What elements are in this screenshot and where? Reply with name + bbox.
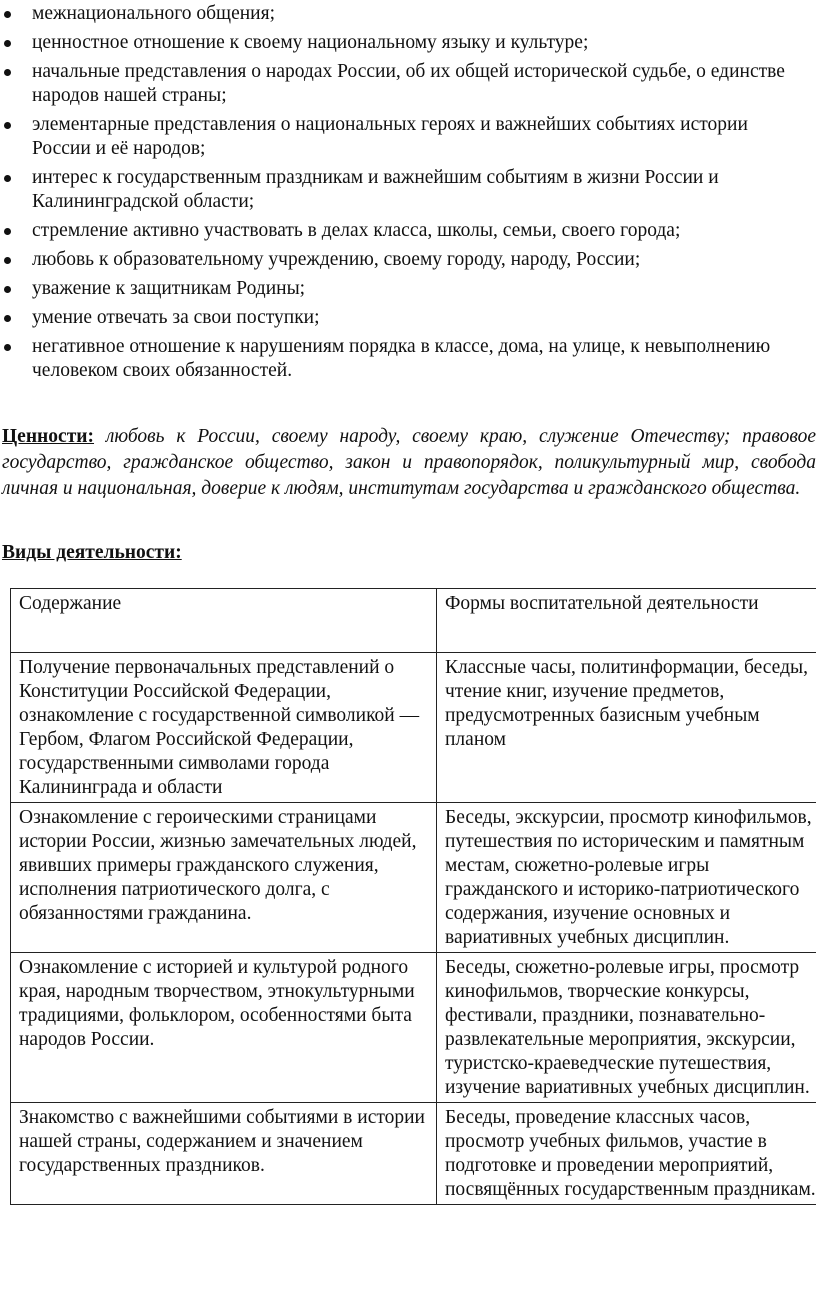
- list-item: [0, 335, 816, 383]
- list-item-text: интерес к государственным праздникам и важнейшим событиям в жизни России и Калининградской области;: [32, 167, 719, 212]
- list-item-text: начальные представления о народах России, об их общей исторической судьбе, о единстве народов нашей страны;: [32, 61, 785, 106]
- table-row: [11, 953, 816, 1103]
- bullet-icon: [4, 286, 11, 293]
- list-item: [0, 219, 816, 243]
- list-item-text: негативное отношение к нарушениям порядка в классе, дома, на улице, к невыполнению человеком своих обязанностей.: [32, 336, 771, 381]
- forms-cell: Беседы, сюжетно-ролевые игры, просмотр кинофильмов, творческие конкурсы, фестивали, праздники, познавательно-развлекательные мероприятия, экскурсии, туристско-краеведческие путешествия, изучение вариативных учебных дисциплин.: [437, 953, 816, 1103]
- column-header-forms: Формы воспитательной деятельности: [437, 589, 816, 653]
- bullet-list: [0, 2, 816, 388]
- values-text: любовь к России, своему народу, своему краю, служение Отечеству; правовое государство, гражданское общество, закон и правопорядок, поликультурный мир, свобода личная и национальная, доверие к людям, институтам государства и гражданского общества.: [2, 426, 816, 499]
- list-item-text: любовь к образовательному учреждению, своему городу, народу, России;: [32, 249, 641, 270]
- table-row: [11, 803, 816, 953]
- list-item: [0, 277, 816, 301]
- forms-cell: Классные часы, политинформации, беседы, чтение книг, изучение предметов, предусмотренных базисным учебным планом: [437, 653, 816, 803]
- list-item: [0, 166, 816, 214]
- forms-cell: Беседы, экскурсии, просмотр кинофильмов, путешествия по историческим и памятным местам, сюжетно-ролевые игры гражданского и историко-патриотического содержания, изучение основных и вариативных учебных дисциплин.: [437, 803, 816, 953]
- list-item: [0, 31, 816, 55]
- list-item-text: ценностное отношение к своему национальному языку и культуре;: [32, 32, 589, 53]
- content-cell: Ознакомление с историей и культурой родного края, народным творчеством, этнокультурными традициями, фольклором, особенностями быта народов России.: [11, 953, 437, 1103]
- values-label: Ценности:: [2, 426, 95, 447]
- list-item: [0, 306, 816, 330]
- list-item: [0, 2, 816, 26]
- activities-table: [10, 588, 816, 1205]
- bullet-icon: [4, 344, 11, 351]
- bullet-icon: [4, 40, 11, 47]
- content-cell: Знакомство с важнейшими событиями в истории нашей страны, содержанием и значением государственных праздников.: [11, 1103, 437, 1205]
- table-row: [11, 653, 816, 803]
- list-item-text: элементарные представления о национальных героях и важнейших событиях истории России и её народов;: [32, 114, 748, 159]
- bullet-icon: [4, 228, 11, 235]
- bullet-icon: [4, 257, 11, 264]
- bullet-icon: [4, 315, 11, 322]
- list-item: [0, 248, 816, 272]
- bullet-icon: [4, 122, 11, 129]
- list-item-text: уважение к защитникам Родины;: [32, 278, 306, 299]
- list-item-text: умение отвечать за свои поступки;: [32, 307, 320, 328]
- bullet-icon: [4, 175, 11, 182]
- table-row: [11, 1103, 816, 1205]
- content-cell: Получение первоначальных представлений о Конституции Российской Федерации, ознакомление с государственной символикой — Гербом, Флагом Российской Федерации, государственными символами города Калининграда и области: [11, 653, 437, 803]
- values-paragraph: [2, 424, 816, 502]
- activities-heading: Виды деятельности:: [2, 542, 182, 563]
- list-item-text: межнационального общения;: [32, 3, 275, 24]
- list-item: [0, 113, 816, 161]
- content-cell: Ознакомление с героическими страницами истории России, жизнью замечательных людей, явивших примеры гражданского служения, исполнения патриотического долга, с обязанностями гражданина.: [11, 803, 437, 953]
- bullet-icon: [4, 11, 11, 18]
- bullet-icon: [4, 69, 11, 76]
- table-header-row: [11, 589, 816, 653]
- list-item-text: стремление активно участвовать в делах класса, школы, семьи, своего города;: [32, 220, 681, 241]
- list-item: [0, 60, 816, 108]
- forms-cell: Беседы, проведение классных часов, просмотр учебных фильмов, участие в подготовке и проведении мероприятий, посвящённых государственным праздникам.: [437, 1103, 816, 1205]
- column-header-content: Содержание: [11, 589, 437, 653]
